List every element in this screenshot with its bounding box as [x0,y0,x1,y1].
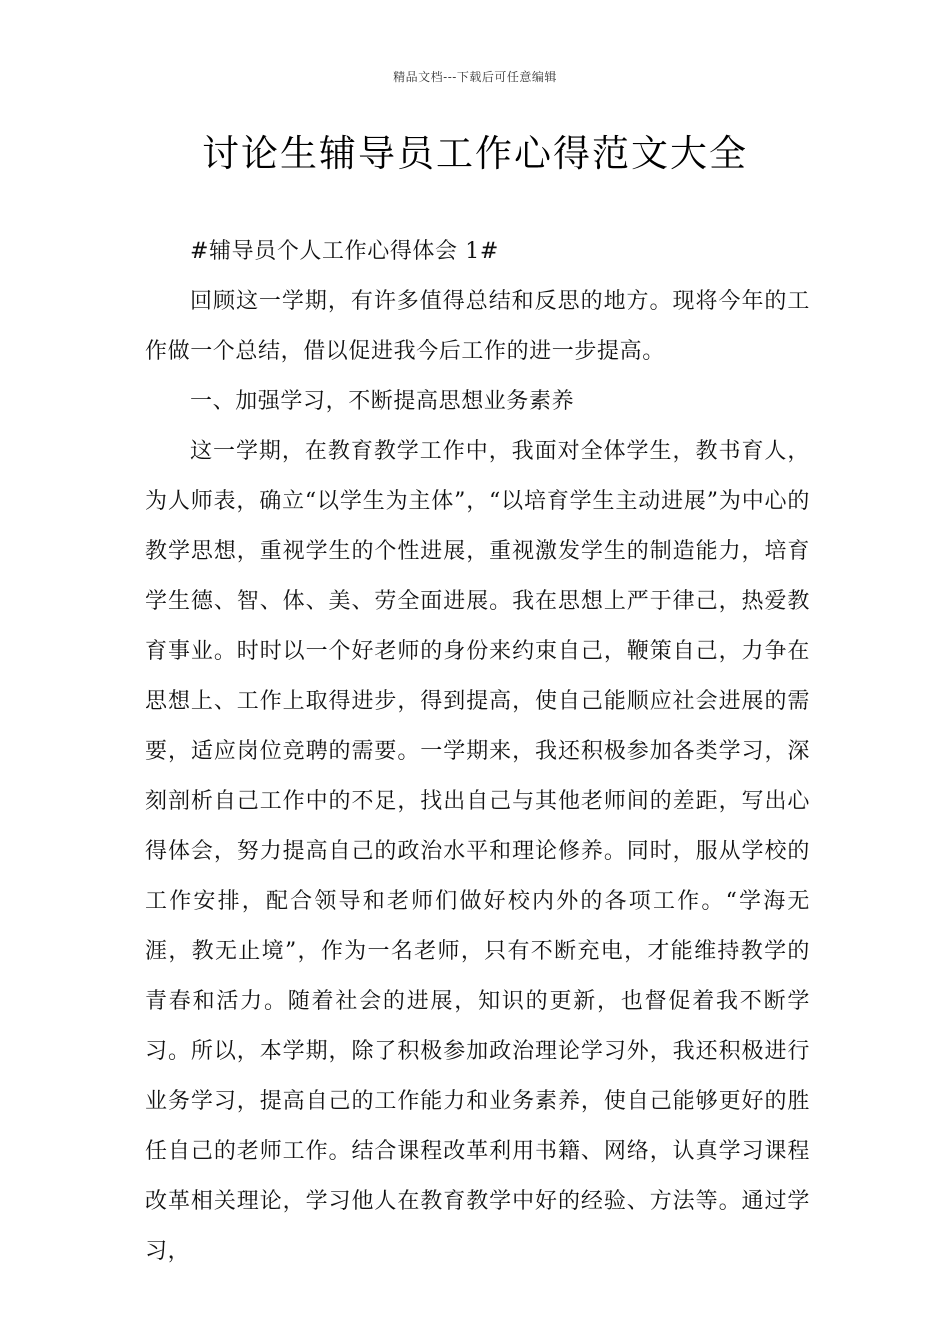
section-heading: #辅导员个人工作心得体会 1# [190,239,499,264]
intro-paragraph: 回顾这一学期，有许多值得总结和反思的地方。现将今年的工作做一个总结，借以促进我今后工作的进一步提高。 [145,289,810,364]
body-paragraph: 这一学期，在教育教学工作中，我面对全体学生，教书育人，为人师表，确立“以学生为主体”，“以培育学生主动进展”为中心的教学思想，重视学生的个性进展，重视激发学生的制造能力，培育学生德、智、体、美、劳全面进展。我在思想上严于律己，热爱教育事业。时时以一个好老师的身份来约束自己，鞭策自己，力争在思想上、工作上取得进步，得到提高，使自己能顺应社会进展的需要，适应岗位竞聘的需要。一学期来，我还积极参加各类学习，深刻剖析自己工作中的不足，找出自己与其他老师间的差距，写出心得体会，努力提高自己的政治水平和理论修养。同时，服从学校的工作安排，配合领导和老师们做好校内外的各项工作。“学海无涯，教无止境”，作为一名老师，只有不断充电，才能维持教学的青春和活力。随着社会的进展，知识的更新，也督促着我不断学习。所以，本学期，除了积极参加政治理论学习外，我还积极进行业务学习，提高自己的工作能力和业务素养，使自己能够更好的胜任自己的老师工作。结合课程改革利用书籍、网络，认真学习课程改革相关理论，学习他人在教育教学中好的经验、方法等。通过学习， [145,439,810,1264]
header-note: 精品文档---下载后可任意编辑 [393,70,557,84]
subsection-heading: 一、加强学习，不断提高思想业务素养 [190,389,575,414]
document-title: 讨论生辅导员工作心得范文大全 [202,132,748,175]
document-body [145,227,810,1277]
